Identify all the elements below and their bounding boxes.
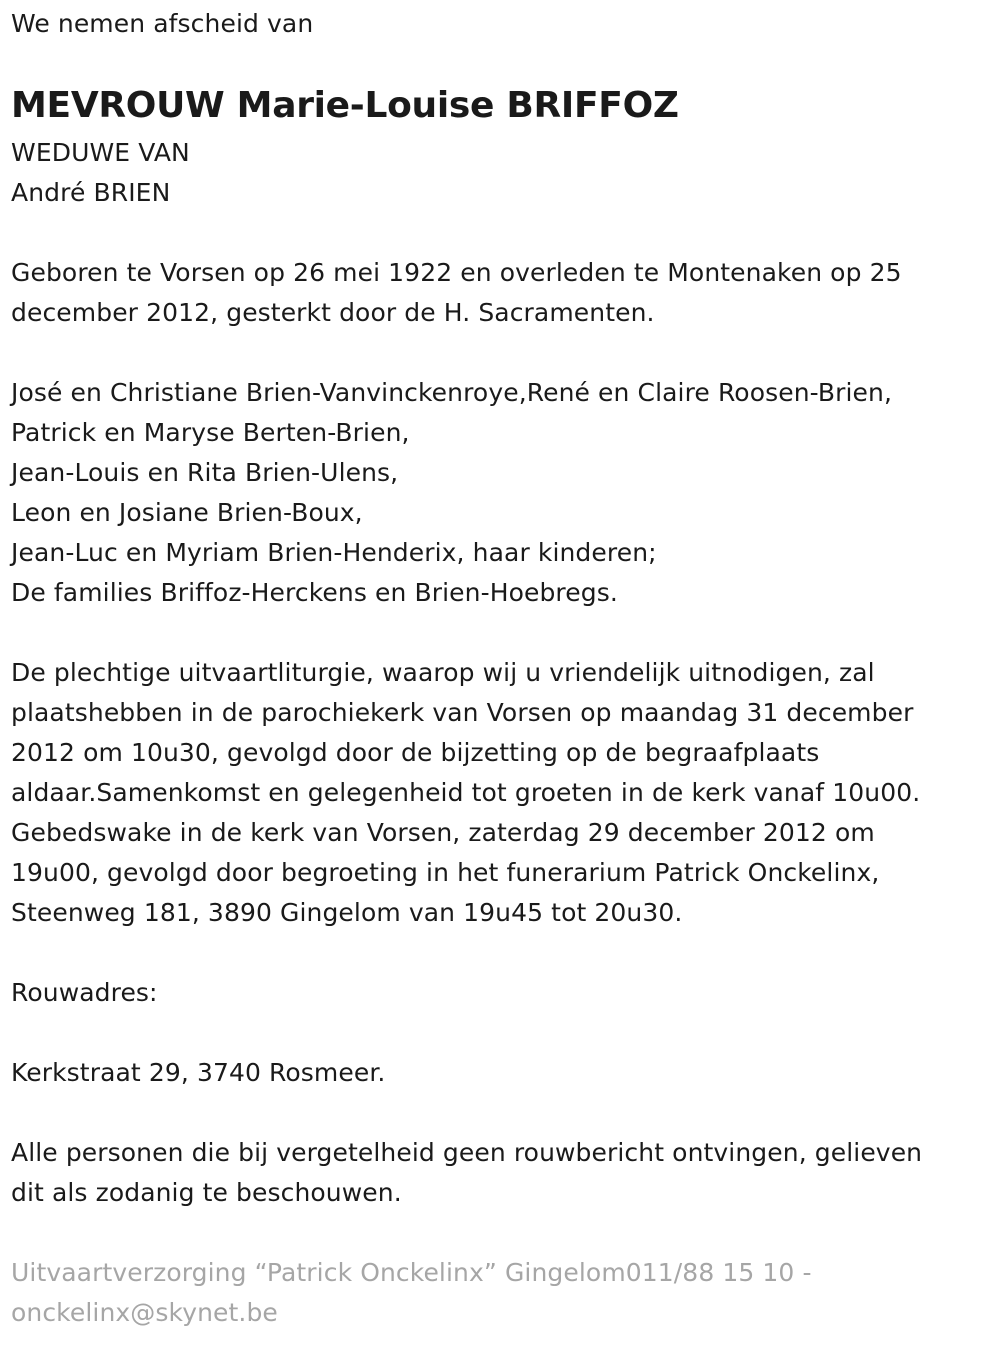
- family-line: José en Christiane Brien-Vanvinckenroye,René en Claire Roosen-Brien,: [11, 378, 893, 407]
- spouse-name: André BRIEN: [11, 178, 171, 207]
- mourning-address-block: [11, 1053, 385, 1093]
- text-line: Gebedswake in de kerk van Vorsen, zaterdag 29 december 2012 om: [11, 818, 875, 847]
- text-line: plaatshebben in de parochiekerk van Vorsen op maandag 31 december: [11, 698, 914, 727]
- family-line: Jean-Luc en Myriam Brien-Henderix, haar kinderen;: [11, 538, 657, 567]
- birth-death-paragraph: [11, 253, 902, 333]
- widow-of-label: WEDUWE VAN: [11, 138, 190, 167]
- text-line: De plechtige uitvaartliturgie, waarop wij u vriendelijk uitnodigen, zal: [11, 658, 875, 687]
- funeral-home-line: Uitvaartverzorging “Patrick Onckelinx” Gingelom011/88 15 10 -: [11, 1258, 812, 1287]
- funeral-home-footer: [11, 1253, 812, 1333]
- intro-text: We nemen afscheid van: [11, 9, 314, 38]
- deceased-name: MEVROUW Marie-Louise BRIFFOZ: [11, 85, 679, 126]
- widow-of-block: [11, 133, 190, 213]
- family-line: Jean-Louis en Rita Brien-Ulens,: [11, 458, 399, 487]
- funeral-home-email: onckelinx@skynet.be: [11, 1298, 278, 1327]
- text-line: aldaar.Samenkomst en gelegenheid tot groeten in de kerk vanaf 10u00.: [11, 778, 921, 807]
- mourning-address-label-block: [11, 973, 158, 1013]
- family-line: Patrick en Maryse Berten-Brien,: [11, 418, 410, 447]
- text-line: Steenweg 181, 3890 Gingelom van 19u45 tot 20u30.: [11, 898, 683, 927]
- family-line: De families Briffoz-Herckens en Brien-Hoebregs.: [11, 578, 618, 607]
- mourning-address-label: Rouwadres:: [11, 978, 158, 1007]
- text-line: 2012 om 10u30, gevolgd door de bijzetting op de begraafplaats: [11, 738, 820, 767]
- family-list: [11, 373, 892, 613]
- text-line: Alle personen die bij vergetelheid geen rouwbericht ontvingen, gelieven: [11, 1138, 923, 1167]
- mourning-address: Kerkstraat 29, 3740 Rosmeer.: [11, 1058, 386, 1087]
- notice-paragraph: [11, 1133, 922, 1213]
- family-line: Leon en Josiane Brien-Boux,: [11, 498, 363, 527]
- text-line: december 2012, gesterkt door de H. Sacramenten.: [11, 298, 655, 327]
- text-line: dit als zodanig te beschouwen.: [11, 1178, 402, 1207]
- text-line: Geboren te Vorsen op 26 mei 1922 en overleden te Montenaken op 25: [11, 258, 902, 287]
- ceremony-paragraph: [11, 653, 920, 933]
- text-line: 19u00, gevolgd door begroeting in het funerarium Patrick Onckelinx,: [11, 858, 880, 887]
